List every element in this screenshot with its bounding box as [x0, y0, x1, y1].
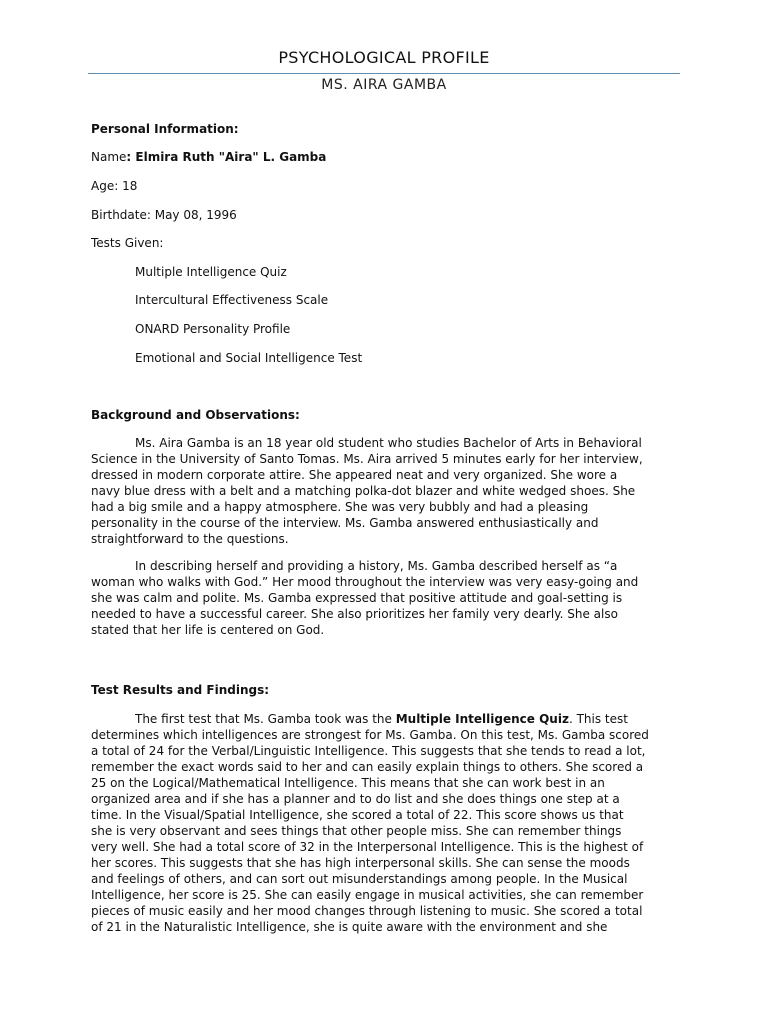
- title-divider: [88, 73, 680, 74]
- name-label: Name: [91, 150, 127, 164]
- paragraph-line: pieces of music easily and her mood changes through listening to music. She scored a total: [91, 904, 643, 918]
- paragraph-line: very well. She had a total score of 32 in the Interpersonal Intelligence. This is the highest of: [91, 840, 644, 854]
- tests-given-label: Tests Given:: [91, 236, 164, 250]
- test-item: Multiple Intelligence Quiz: [135, 265, 287, 279]
- results-intro-after: . This test: [568, 712, 628, 726]
- paragraph-line: straightforward to the questions.: [91, 532, 289, 546]
- paragraph-line: Ms. Aira Gamba is an 18 year old student who studies Bachelor of Arts in Behavioral: [135, 436, 642, 450]
- background-paragraph-1: [91, 435, 677, 547]
- results-paragraph-1: [91, 711, 677, 935]
- paragraph-line: navy blue dress with a belt and a matching polka-dot blazer and white wedged shoes. She: [91, 484, 636, 498]
- document-subtitle: MS. AIRA GAMBA: [321, 77, 447, 93]
- name-line: [91, 149, 326, 165]
- paragraph-line: she was calm and polite. Ms. Gamba expressed that positive attitude and goal-setting is: [91, 591, 623, 605]
- document-title: PSYCHOLOGICAL PROFILE: [278, 48, 490, 67]
- paragraph-line: organized area and if she has a planner and to do list and she does things one step at a: [91, 792, 620, 806]
- name-value: : Elmira Ruth "Aira" L. Gamba: [126, 150, 327, 164]
- paragraph-line: remember the exact words said to her and can easily explain things to others. She scored a: [91, 760, 644, 774]
- background-heading: Background and Observations:: [91, 408, 300, 422]
- paragraph-line: Science in the University of Santo Tomas. Ms. Aira arrived 5 minutes early for her interview,: [91, 452, 643, 466]
- paragraph-line: a total of 24 for the Verbal/Linguistic Intelligence. This suggests that she tends to read a lot,: [91, 744, 646, 758]
- paragraph-line: dressed in modern corporate attire. She appeared neat and very organized. She wore a: [91, 468, 618, 482]
- results-intro-text: The first test that Ms. Gamba took was the: [135, 712, 396, 726]
- age-line: Age: 18: [91, 179, 138, 193]
- results-heading: Test Results and Findings:: [91, 683, 270, 697]
- paragraph-line: had a big smile and a happy atmosphere. She was very bubbly and had a pleasing: [91, 500, 589, 514]
- paragraph-line: In describing herself and providing a history, Ms. Gamba described herself as “a: [135, 559, 618, 573]
- test-item: ONARD Personality Profile: [135, 322, 291, 336]
- paragraph-line: personality in the course of the interview. Ms. Gamba answered enthusiastically and: [91, 516, 599, 530]
- test-item: Emotional and Social Intelligence Test: [135, 351, 363, 365]
- paragraph-line: stated that her life is centered on God.: [91, 623, 325, 637]
- paragraph-line: she is very observant and sees things that other people miss. She can remember things: [91, 824, 622, 838]
- paragraph-line: and feelings of others, and can sort out misunderstandings among people. In the Musical: [91, 872, 628, 886]
- birthdate-line: Birthdate: May 08, 1996: [91, 208, 237, 222]
- paragraph-line: needed to have a successful career. She also prioritizes her family very dearly. She also: [91, 607, 618, 621]
- personal-info-heading: Personal Information:: [91, 122, 239, 136]
- multiple-intelligence-quiz-term: Multiple Intelligence Quiz: [395, 712, 569, 726]
- paragraph-line: woman who walks with God.” Her mood throughout the interview was very easy-going and: [91, 575, 639, 589]
- paragraph-line: [91, 711, 677, 727]
- paragraph-line: her scores. This suggests that she has high interpersonal skills. She can sense the moods: [91, 856, 630, 870]
- paragraph-line: 25 on the Logical/Mathematical Intelligence. This means that she can work best in an: [91, 776, 605, 790]
- paragraph-line: of 21 in the Naturalistic Intelligence, she is quite aware with the environment and she: [91, 920, 608, 934]
- test-item: Intercultural Effectiveness Scale: [135, 293, 329, 307]
- paragraph-line: Intelligence, her score is 25. She can easily engage in musical activities, she can remember: [91, 888, 644, 902]
- background-paragraph-2: [91, 558, 677, 638]
- paragraph-line: determines which intelligences are strongest for Ms. Gamba. On this test, Ms. Gamba scored: [91, 728, 649, 742]
- paragraph-line: time. In the Visual/Spatial Intelligence, she scored a total of 22. This score shows us that: [91, 808, 624, 822]
